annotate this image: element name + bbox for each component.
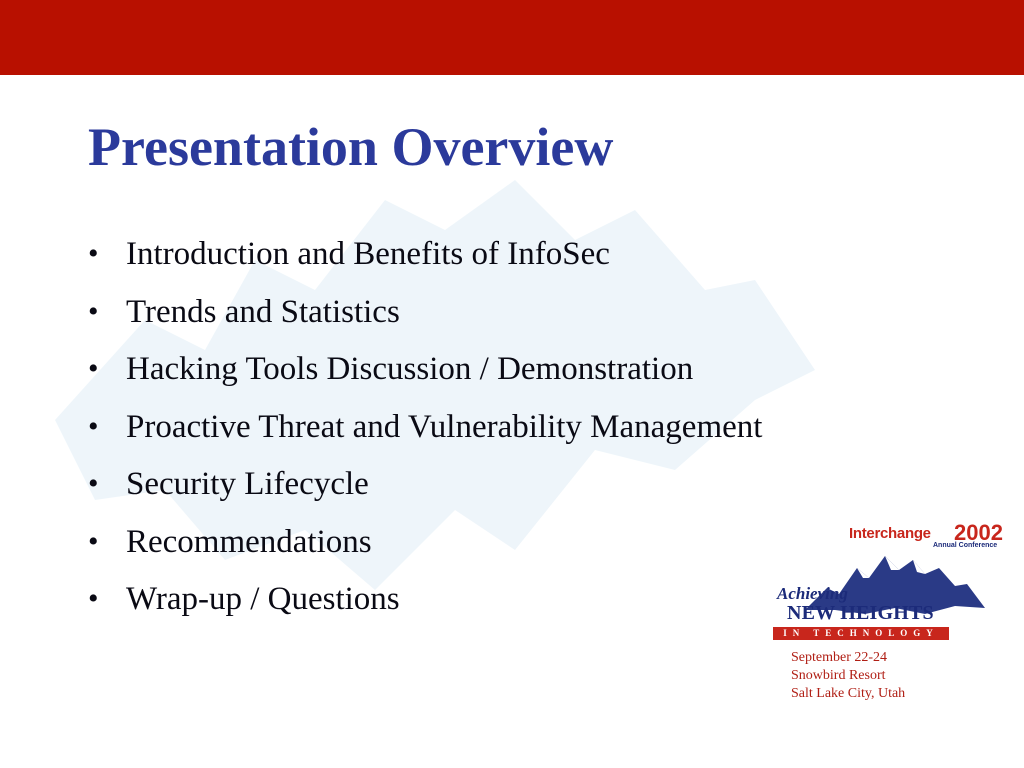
bullet-text: Trends and Statistics [126, 293, 400, 330]
bullet-item [88, 403, 762, 461]
logo-year: 2002 [954, 520, 1003, 545]
bullet-icon: • [88, 524, 99, 558]
logo-achieving: Achieving [777, 584, 848, 603]
bullet-item [88, 575, 762, 633]
bullet-icon: • [88, 352, 99, 385]
bullet-icon: • [88, 582, 99, 615]
bullet-text: Hacking Tools Discussion / Demonstration [126, 351, 694, 387]
conference-venue: Snowbird Resort [791, 668, 886, 683]
bullet-item [88, 518, 762, 576]
header-bar [0, 0, 1024, 75]
bullet-icon: • [88, 467, 99, 500]
bullet-text: Recommendations [126, 523, 372, 560]
conference-info [791, 649, 905, 703]
bullet-item [88, 460, 762, 518]
bullet-list [88, 230, 762, 633]
bullet-text: Security Lifecycle [126, 466, 369, 502]
slide-title: Presentation Overview [88, 117, 614, 177]
logo-annual-conference: Annual Conference [933, 542, 998, 549]
conference-dates: September 22-24 [791, 650, 888, 665]
conference-city: Salt Lake City, Utah [791, 686, 906, 701]
bullet-icon: • [88, 409, 99, 443]
bullet-item [88, 345, 762, 403]
conference-logo [765, 520, 1005, 705]
logo-new-heights: NEW HEIGHTS [787, 602, 934, 624]
bullet-text: Wrap-up / Questions [126, 581, 400, 617]
logo-in-technology: IN TECHNOLOGY [783, 628, 939, 638]
bullet-icon: • [88, 294, 99, 328]
bullet-icon: • [88, 237, 99, 270]
bullet-text: Introduction and Benefits of InfoSec [126, 236, 610, 272]
bullet-item [88, 288, 762, 346]
bullet-text: Proactive Threat and Vulnerability Management [126, 408, 763, 445]
bullet-item [88, 230, 762, 288]
logo-interchange: Interchange [849, 525, 931, 542]
